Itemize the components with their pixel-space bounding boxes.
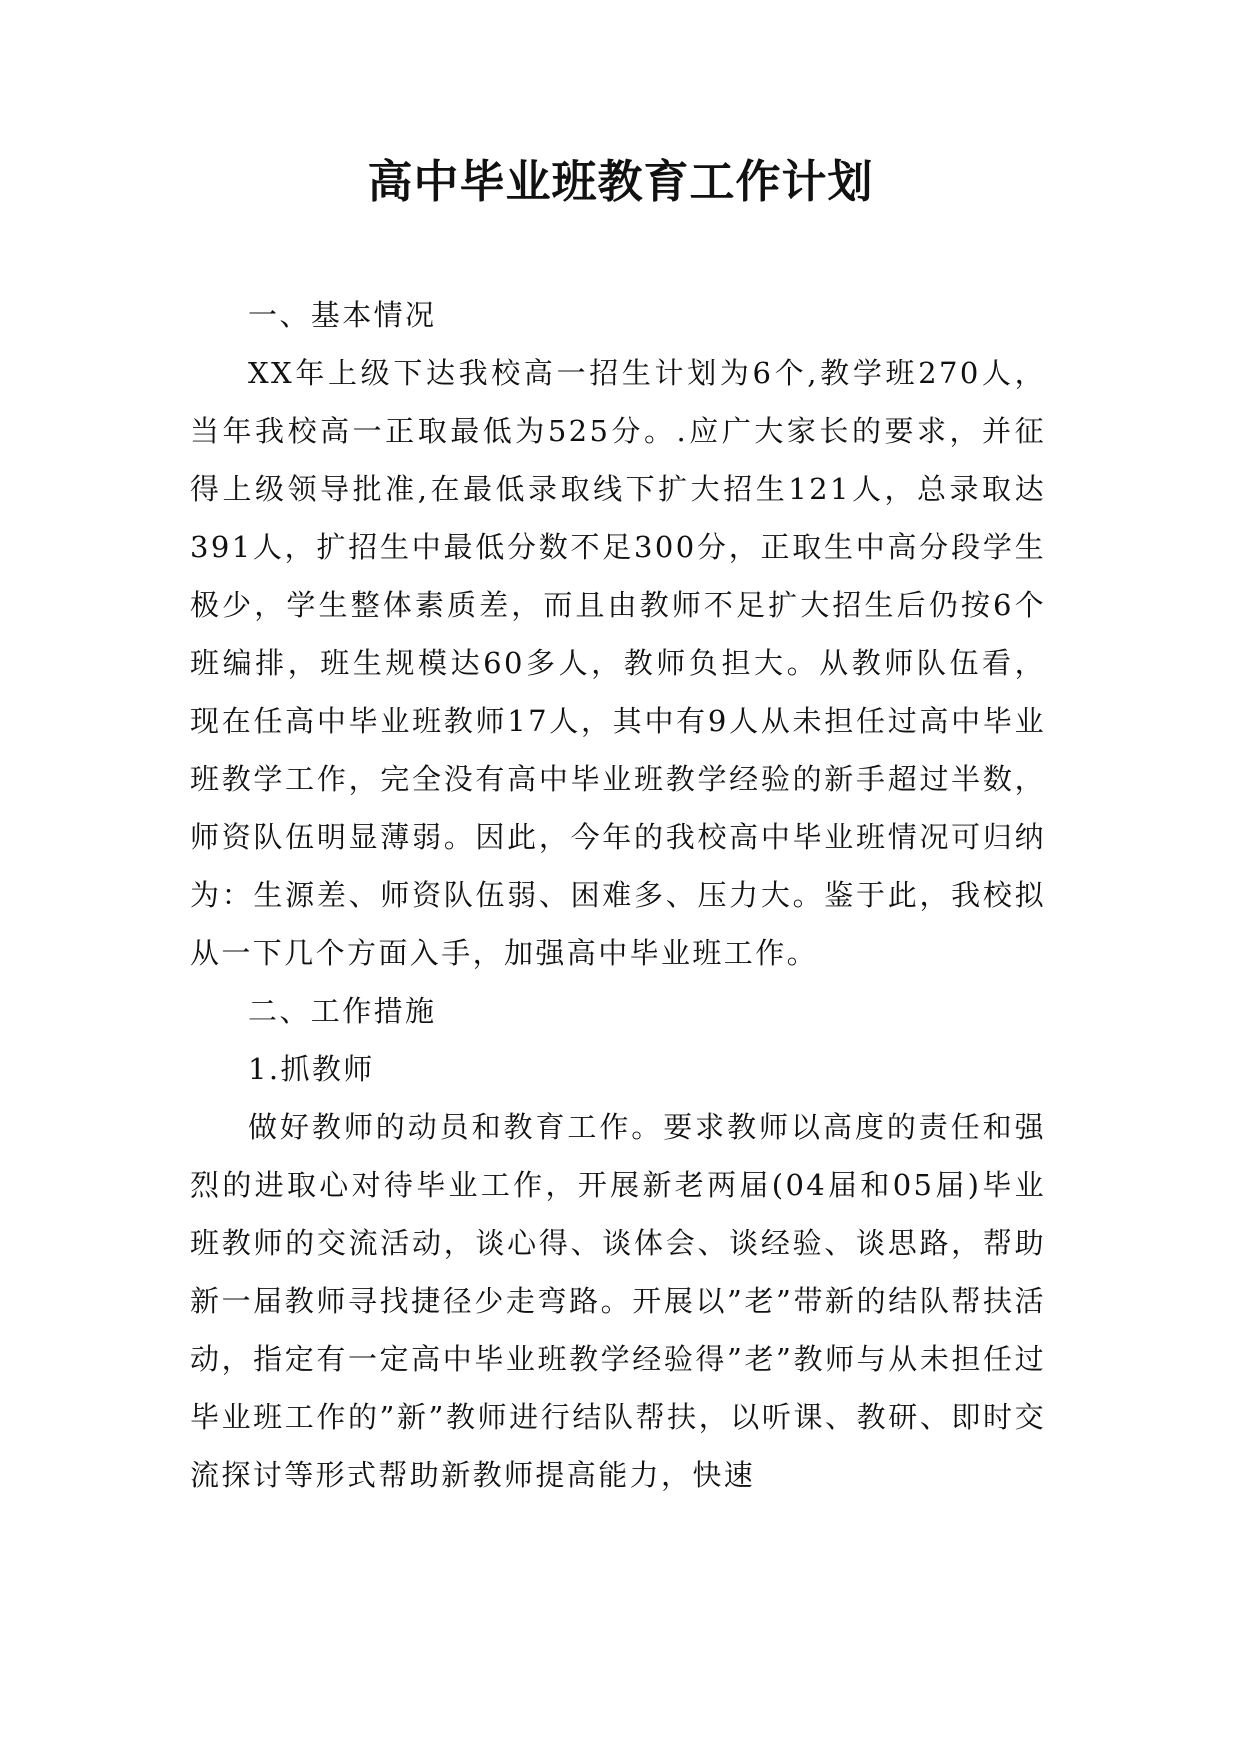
document-title: 高中毕业班教育工作计划 — [367, 155, 874, 208]
paragraph-basic-situation: XX年上级下达我校高一招生计划为6个,教学班270人，当年我校高一正取最低为525分。.应广大家长的要求，并征得上级领导批准,在最低录取线下扩大招生121人，总录取达391人，扩招生中最低分数不足300分，正取生中高分段学生极少，学生整体素质差，而且由教师不足扩大招生后仍按6个班编排，班生规模达60多人，教师负担大。从教师队伍看，现在任高中毕业班教师17人，其中有9人从未担任过高中毕业班教学工作，完全没有高中毕业班教学经验的新手超过半数，师资队伍明显薄弱。因此，今年的我校高中毕业班情况可归纳为：生源差、师资队伍弱、困难多、压力大。鉴于此，我校拟从一下几个方面入手，加强高中毕业班工作。 — [190, 356, 1046, 970]
section-heading-work-measures: 二、工作措施 — [248, 994, 437, 1028]
subheading-teachers: 1.抓教师 — [248, 1052, 375, 1086]
paragraph-teachers: 做好教师的动员和教育工作。要求教师以高度的责任和强烈的进取心对待毕业工作，开展新老两届(04届和05届)毕业班教师的交流活动，谈心得、谈体会、谈经验、谈思路，帮助新一届教师寻找捷径少走弯路。开展以”老”带新的结队帮扶活动，指定有一定高中毕业班教学经验得”老”教师与从未担任过毕业班工作的”新”教师进行结队帮扶，以听课、教研、即时交流探讨等形式帮助新教师提高能力，快速 — [190, 1110, 1046, 1492]
section-heading-basic-situation: 一、基本情况 — [248, 298, 437, 332]
document-body — [190, 286, 1046, 1504]
